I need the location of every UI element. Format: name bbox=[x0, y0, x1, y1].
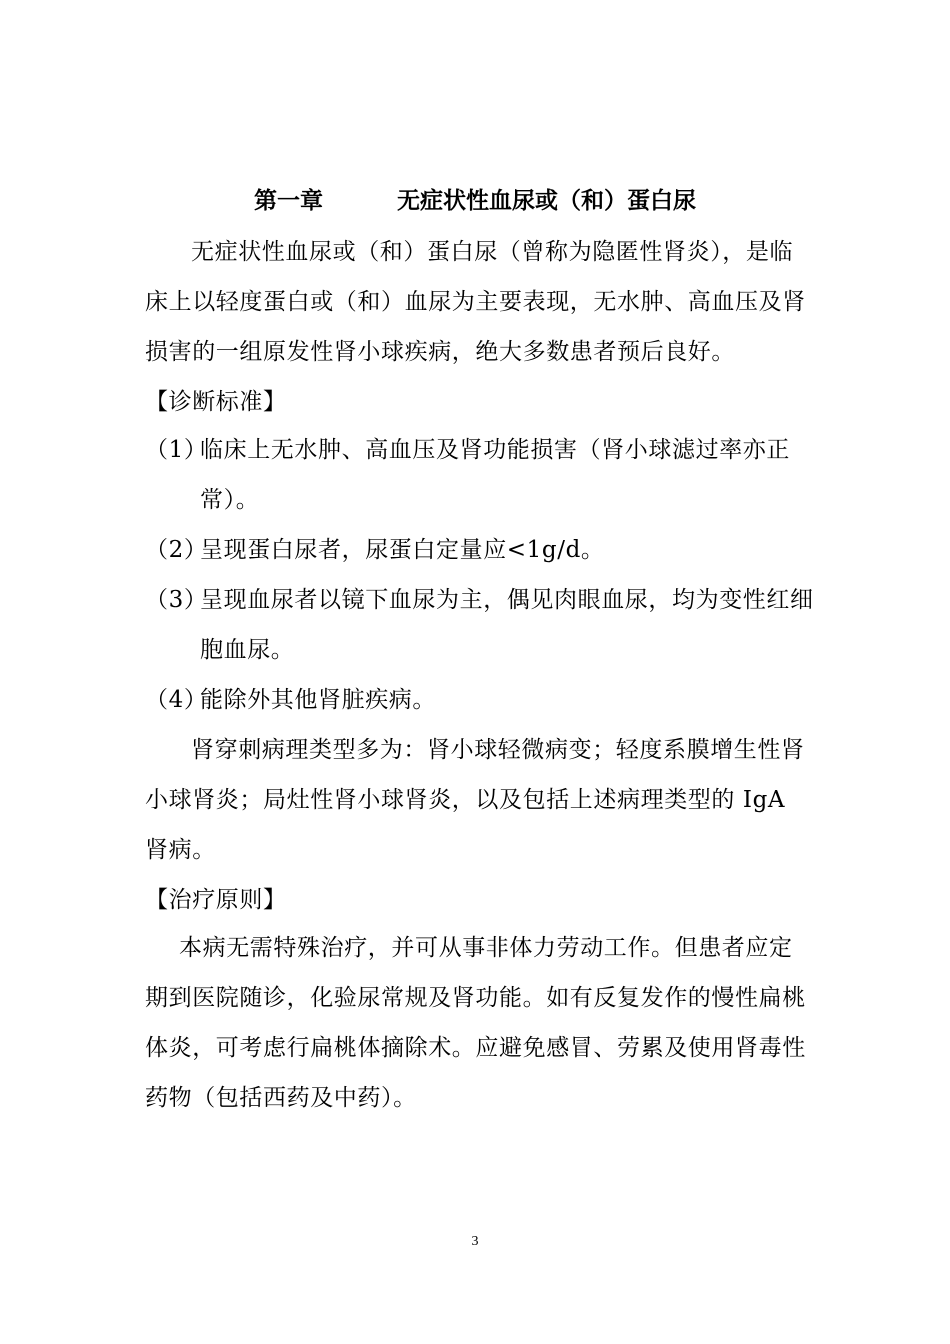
diagnosis-item-3 bbox=[145, 575, 815, 675]
page-number: 3 bbox=[471, 1234, 479, 1249]
diagnosis-item-2 bbox=[145, 525, 815, 575]
chapter-title bbox=[0, 183, 950, 219]
item-number: （3） bbox=[145, 587, 208, 613]
pathology-paragraph: 肾穿刺病理类型多为：肾小球轻微病变；轻度系膜增生性肾小球肾炎；局灶性肾小球肾炎，以及包括上述病理类型的 IgA 肾病。 bbox=[145, 737, 805, 863]
item-number: （2） bbox=[145, 537, 208, 563]
item-number: （1） bbox=[145, 437, 208, 463]
item-text: 呈现蛋白尿者，尿蛋白定量应<1g/d。 bbox=[200, 537, 605, 563]
item-text: 临床上无水肿、高血压及肾功能损害（肾小球滤过率亦正常）。 bbox=[200, 437, 790, 513]
diagnosis-item-4 bbox=[145, 675, 815, 725]
item-text: 呈现血尿者以镜下血尿为主，偶见肉眼血尿，均为变性红细胞血尿。 bbox=[200, 587, 814, 663]
diagnosis-heading: 【诊断标准】 bbox=[145, 389, 287, 415]
diagnosis-item-1 bbox=[145, 425, 815, 525]
item-number: （4） bbox=[145, 687, 208, 713]
intro-paragraph: 无症状性血尿或（和）蛋白尿（曾称为隐匿性肾炎），是临床上以轻度蛋白或（和）血尿为主要表现，无水肿、高血压及肾损害的一组原发性肾小球疾病，绝大多数患者预后良好。 bbox=[145, 239, 806, 365]
chapter-name: 无症状性血尿或（和）蛋白尿 bbox=[397, 187, 696, 214]
item-text: 能除外其他肾脏疾病。 bbox=[200, 687, 436, 713]
chapter-number: 第一章 bbox=[254, 187, 323, 214]
treatment-heading: 【治疗原则】 bbox=[145, 887, 287, 913]
treatment-paragraph: 本病无需特殊治疗，并可从事非体力劳动工作。但患者应定期到医院随诊，化验尿常规及肾功能。如有反复发作的慢性扁桃体炎，可考虑行扁桃体摘除术。应避免感冒、劳累及使用肾毒性药物（包括西药及中药）。 bbox=[145, 935, 806, 1111]
